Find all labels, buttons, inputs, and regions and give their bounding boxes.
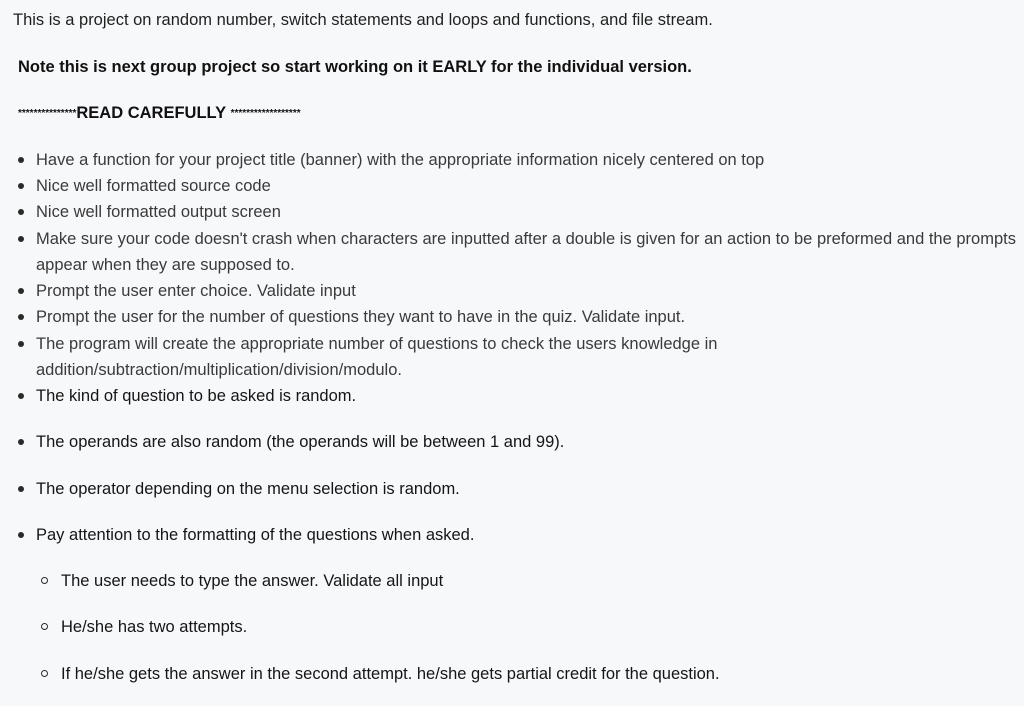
stars-left: *************** — [18, 108, 77, 119]
intro-text: This is a project on random number, switch statements and loops and functions, and file stream. — [13, 11, 713, 29]
list-item: Prompt the user enter choice. Validate input — [36, 278, 1016, 304]
read-carefully-title: READ CAREFULLY — [76, 104, 227, 122]
list-item: The program will create the appropriate number of questions to check the users knowledge in addition/subtraction/multiplication/division/modulo. — [36, 331, 796, 383]
stars-right: ****************** — [230, 108, 301, 119]
list-item: Nice well formatted output screen — [36, 199, 1016, 225]
list-item: Pay attention to the formatting of the questions when asked. — [36, 522, 1016, 548]
note-heading: Note this is next group project so start working on it EARLY for the individual version. — [18, 58, 692, 76]
sub-list-item: If he/she gets the answer in the second attempt. he/she gets partial credit for the question. — [61, 661, 1011, 687]
read-carefully-heading — [18, 104, 301, 123]
list-item: The operator depending on the menu selection is random. — [36, 476, 1016, 502]
list-item: The operands are also random (the operands will be between 1 and 99). — [36, 429, 1016, 455]
list-item: Make sure your code doesn't crash when characters are inputted after a double is given for an action to be preformed and the prompts appear when they are supposed to. — [36, 226, 1016, 278]
list-item: Prompt the user for the number of questions they want to have in the quiz. Validate input. — [36, 304, 1016, 330]
list-item: Nice well formatted source code — [36, 173, 1016, 199]
list-item: Have a function for your project title (banner) with the appropriate information nicely centered on top — [36, 147, 1016, 173]
list-item: The kind of question to be asked is random. — [36, 383, 1016, 409]
sub-list-item: He/she has two attempts. — [61, 614, 1011, 640]
sub-list-item: The user needs to type the answer. Validate all input — [61, 568, 1011, 594]
